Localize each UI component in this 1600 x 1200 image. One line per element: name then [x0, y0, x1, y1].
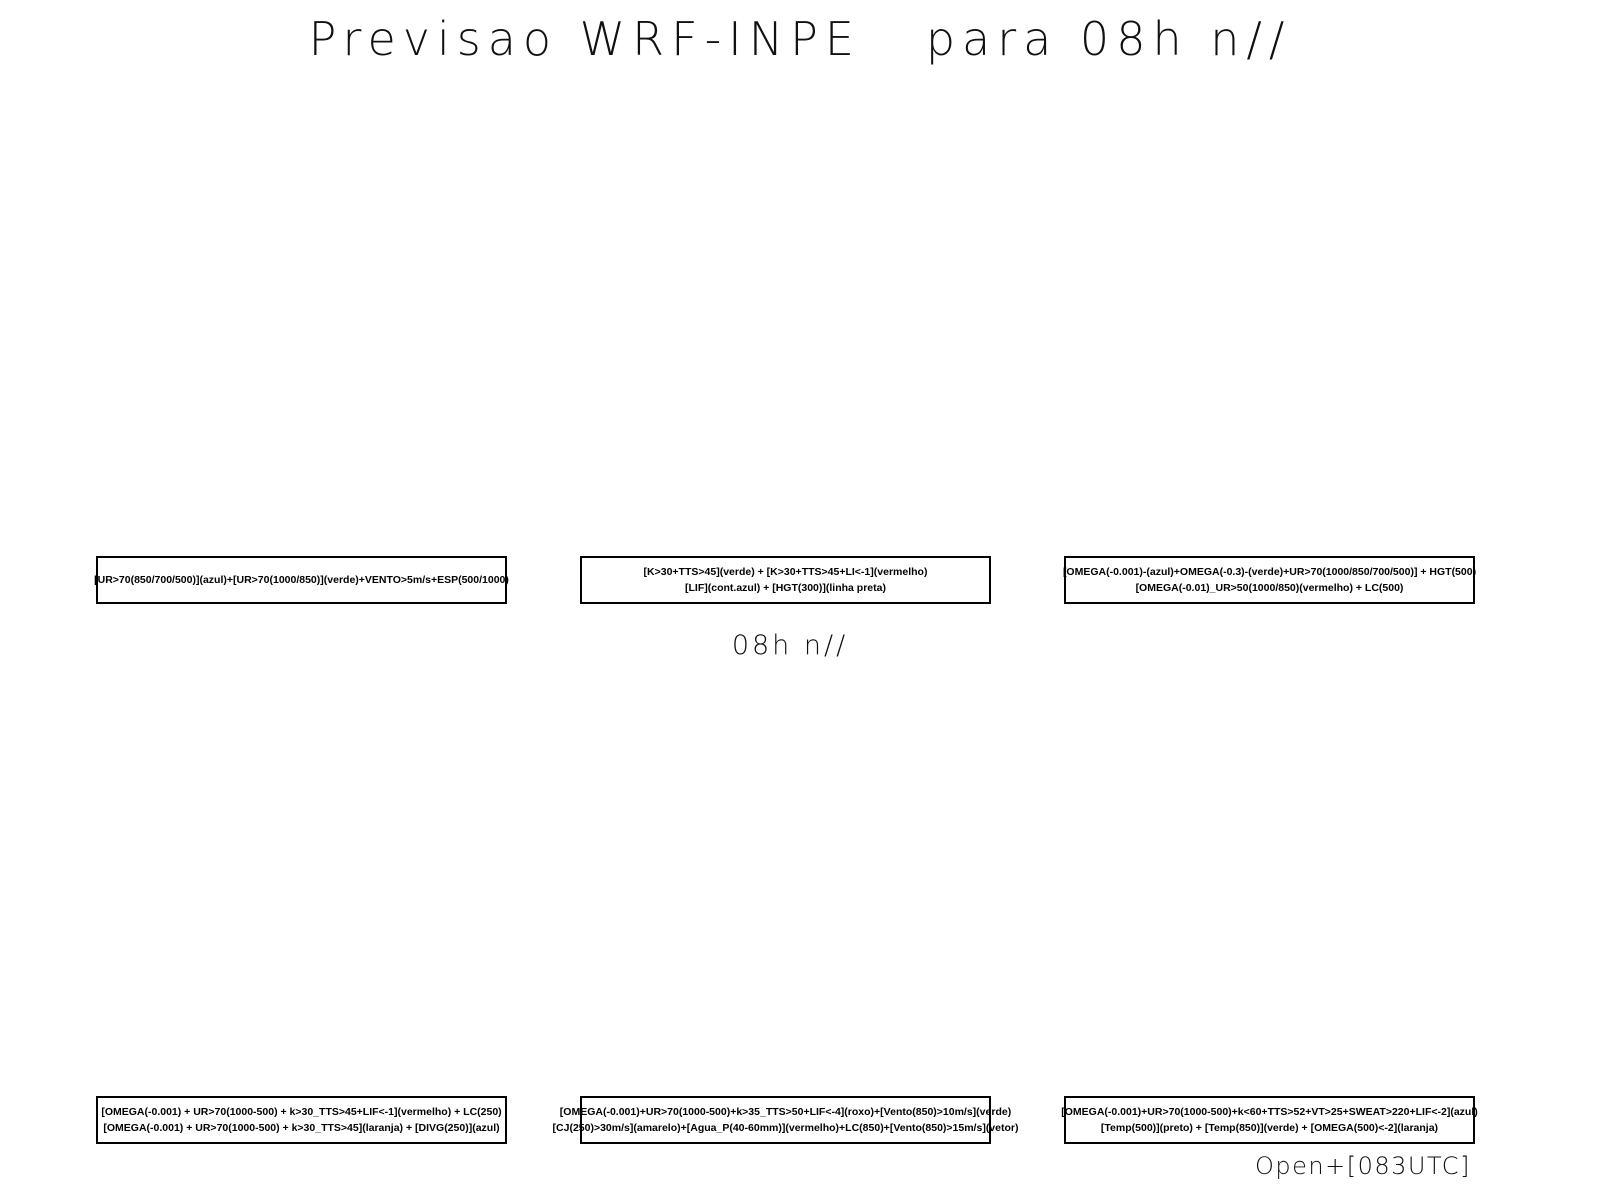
legend-line: [OMEGA(-0.01)_UR>50(1000/850)(vermelho) + LC(500) [1135, 582, 1404, 594]
mid-caption: 08h n// [731, 630, 849, 661]
map-panel-top-right [1064, 110, 1475, 550]
legend-box-bottom-left [96, 1096, 507, 1144]
legend-line: [CJ(250)>30m/s](amarelo)+[Agua_P(40-60mm)](vermelho)+LC(850)+[Vento(850)>15m/s](vetor) [552, 1122, 1019, 1134]
map-panel-bottom-mid [580, 680, 991, 1090]
legend-box-top-right [1064, 556, 1475, 604]
page-title: Previsao WRF-INPE para 08h n// [308, 12, 1292, 66]
map-panel-bottom-left [96, 680, 507, 1090]
legend-box-top-mid [580, 556, 991, 604]
corner-stamp: Open+[083UTC] [1255, 1152, 1471, 1180]
legend-line: [OMEGA(-0.001)-(azul)+OMEGA(-0.3)-(verde)+UR>70(1000/850/700/500)] + HGT(500) [1062, 566, 1477, 578]
legend-line: [UR>70(850/700/500)](azul)+[UR>70(1000/850)](verde)+VENTO>5m/s+ESP(500/1000) [94, 574, 509, 586]
map-panel-top-mid [580, 110, 991, 550]
legend-line: [LIF](cont.azul) + [HGT(300)](linha preta) [685, 582, 886, 594]
legend-line: [Temp(500)](preto) + [Temp(850)](verde) + [OMEGA(500)<-2](laranja) [1100, 1122, 1439, 1134]
legend-box-bottom-right [1061, 1096, 1478, 1144]
map-panel-bottom-right [1064, 680, 1475, 1090]
map-panel-top-left [96, 110, 507, 550]
legend-line: [K>30+TTS>45](verde) + [K>30+TTS>45+LI<-1](vermelho) [643, 566, 928, 578]
legend-line: [OMEGA(-0.001) + UR>70(1000-500) + k>30_TTS>45](laranja) + [DIVG(250)](azul) [103, 1122, 500, 1134]
legend-box-bottom-mid [552, 1096, 1019, 1144]
legend-box-top-left [96, 556, 507, 604]
legend-line: [OMEGA(-0.001)+UR>70(1000-500)+k>35_TTS>50+LIF<-4](roxo)+[Vento(850)>10m/s](verde) [559, 1106, 1012, 1118]
legend-line: [OMEGA(-0.001) + UR>70(1000-500) + k>30_TTS>45+LIF<-1](vermelho) + LC(250) [101, 1106, 502, 1118]
legend-line: [OMEGA(-0.001)+UR>70(1000-500)+k<60+TTS>52+VT>25+SWEAT>220+LIF<-2](azul) [1061, 1106, 1478, 1118]
